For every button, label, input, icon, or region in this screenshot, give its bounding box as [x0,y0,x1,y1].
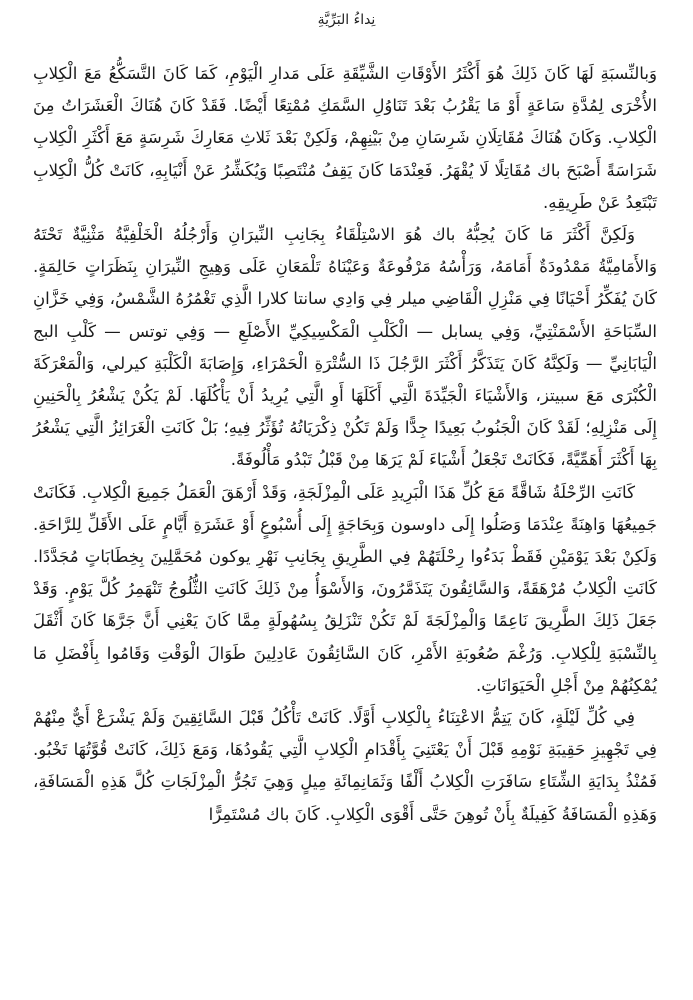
chapter-body [33,58,657,831]
paragraph-2: وَلَكِنَّ أَكْثَرَ مَا كَانَ يُحِبُّهُ باك هُوَ الاسْتِلْقَاءُ بِجَانِبِ النِّيرَانِ وَأَرْجُلُهُ الْخَلْفِيَّةُ مَثْنِيَّةٌ تَحْتَهُ وَالأَمَامِيَّةُ مَمْدُودَةٌ أَمَامَهُ، وَرَأْسُهُ مَرْفُوعَةٌ وَعَيْنَاهُ تَلْمَعَانِ عَلَى وَهِيجِ النِّيرَانِ بِنَظَرَاتٍ حَالِمَةٍ. كَانَ يُفَكِّرُ أَحْيَانًا فِي مَنْزِلِ الْقَاضِي ميلر فِي وَادِي سانتا كلارا الَّذِي تَغْمُرُهُ الشَّمْسُ، وَفِي خَزَّانِ السِّبَاحَةِ الأَسْمَنْتِيِّ، وَفِي يسابل — الْكَلْبِ الْمَكْسِيكِيِّ الأَصْلَعِ — وَفِي توتس — كَلْبِ البج الْيَابَانِيِّ — وَلَكِنَّهُ كَانَ يَتَذَكَّرُ أَكْثَرَ الرَّجُلَ ذَا السُّتْرَةِ الْحَمْرَاءِ، وَإِصَابَةَ الْكَلْبَةِ كيرلي، وَالْمَعْرَكَةَ الْكُبْرَى مَعَ سبيتز، وَالأَشْيَاءَ الْجَيِّدَةَ الَّتِي أَكَلَهَا أَوِ الَّتِي يُرِيدُ أَنْ يَأْكُلَهَا. لَمْ يَكُنْ يَشْعُرُ بِالْحَنِينِ إِلَى مَنْزِلِهِ؛ لَقَدْ كَانَ الْجَنُوبُ بَعِيدًا جِدًّا وَلَمْ تَكُنْ ذِكْرَيَاتُهُ تُؤَثِّرُ فِيهِ؛ بَلْ كَانَتِ الْغَرَائِزُ الَّتِي يَشْعُرُ بِهَا أَكْثَرَ أَهَمِّيَّةً، فَكَانَتْ تَجْعَلُ أَشْيَاءَ لَمْ يَرَهَا مِنْ قَبْلُ تَبْدُو مَأْلُوفَةً. [33,225,657,470]
paragraph-3: كَانَتِ الرِّحْلَةُ شَاقَّةً مَعَ كُلِّ هَذَا الْبَرِيدِ عَلَى الْمِزْلَجَةِ، وَقَدْ أَرْهَقَ الْعَمَلُ جَمِيعَ الْكِلابِ. فَكَانَتْ جَمِيعُهَا وَاهِنَةً عِنْدَمَا وَصَلُوا إِلَى داوسون وَبِحَاجَةٍ إِلَى أُسْبُوعٍ أَوْ عَشَرَةِ أَيَّامٍ عَلَى الأَقَلِّ لِلرَّاحَةِ. وَلَكِنْ بَعْدَ يَوْمَيْنِ فَقَطْ بَدَءُوا رِحْلَتَهُمْ فِي الطَّرِيقِ بِجَانِبِ نَهْرِ يوكون مُحَمَّلِينَ بِخِطَابَاتٍ مُجَدَّدًا. كَانَتِ الْكِلابُ مُرْهَقَةً، وَالسَّائِقُونَ يَتَذَمَّرُونَ، وَالأَسْوَأُ مِنْ ذَلِكَ كَانَتِ الثُّلُوجُ تَنْهَمِرُ كُلَّ يَوْمٍ. وَقَدْ جَعَلَ ذَلِكَ الطَّرِيقَ نَاعِمًا وَالْمِزْلَجَةَ لَمْ تَكُنْ تَنْزَلِقُ بِسُهُولَةٍ مِمَّا كَانَ يَعْنِي أَنَّ جَرَّهَا كَانَ أَثْقَلَ بِالنِّسْبَةِ لِلْكِلابِ. وَرُغْمَ صُعُوبَةِ الأَمْرِ، كَانَ السَّائِقُونَ عَادِلِينَ طَوَالَ الْوَقْتِ وَقَامُوا بِأَفْضَلِ مَا يُمْكِنُهُمْ مِنْ أَجْلِ الْحَيَوَانَاتِ. [33,482,657,695]
paragraph-4: فِي كُلِّ لَيْلَةٍ، كَانَ يَتِمُّ الاعْتِنَاءُ بِالْكِلابِ أَوَّلًا. كَانَتْ تَأْكُلُ قَبْلَ السَّائِقِينَ وَلَمْ يَشْرَعْ أَيٌّ مِنْهُمْ فِي تَجْهِيزِ حَقِيبَةِ نَوْمِهِ قَبْلَ أَنْ يَعْتَنِيَ بِأَقْدَامِ الْكِلابِ الَّتِي يَقُودُهَا، وَمَعَ ذَلِكَ، كَانَتْ قُوَّتُهَا تَخْبُو. فَمُنْذُ بِدَايَةِ الشِّتَاءِ سَافَرَتِ الْكِلابُ أَلْفًا وَثَمَانِمِائَةِ مِيلٍ وَهِيَ تَجُرُّ الْمِزْلَجَاتِ كُلَّ هَذِهِ الْمَسَافَةِ، وَهَذِهِ الْمَسَافَةُ كَفِيلَةٌ بِأَنْ تُوهِنَ حَتَّى أَقْوَى الْكِلابِ. كَانَ باك مُسْتَمِرًّا [33,708,657,824]
running-header: نِداءُ البَرِّيَّةِ [317,12,376,28]
paragraph-1: وَبالنِّسبَةِ لَهَا كَانَ ذَلِكَ هُوَ أَكْثَرُ الأَوْقَاتِ الشَّيِّقَةِ عَلَى مَدارِ الْيَوْمِ، كَمَا كَانَ التَّسَكُّعُ مَعَ الْكِلابِ الأُخْرَى لِمُدَّةِ سَاعَةٍ أَوْ مَا يَقْرُبُ بَعْدَ تَنَاوُلِ السَّمَكِ مُمْتِعًا أَيْضًا. فَقَدْ كَانَ هُنَاكَ الْعَشَرَاتُ مِنَ الْكِلابِ. وَكَانَ هُنَاكَ مُقَاتِلَانِ شَرِسَانِ مِنْ بَيْنِهِمْ، وَلَكِنْ بَعْدَ ثَلاثِ مَعَارِكَ شَرِسَةٍ مَعَ أَكْثَرِ الْكِلابِ شَرَاسَةً أَصْبَحَ باك مُقَاتِلًا لَا يُقْهَرُ. فَعِنْدَمَا كَانَ يَقِفُ مُنْتَصِبًا وَيُكَشِّرُ عَنْ أَنْيَابِهِ، كَانَتْ كُلُّ الْكِلابِ تَبْتَعِدُ عَنْ طَرِيقِهِ. [33,64,657,212]
